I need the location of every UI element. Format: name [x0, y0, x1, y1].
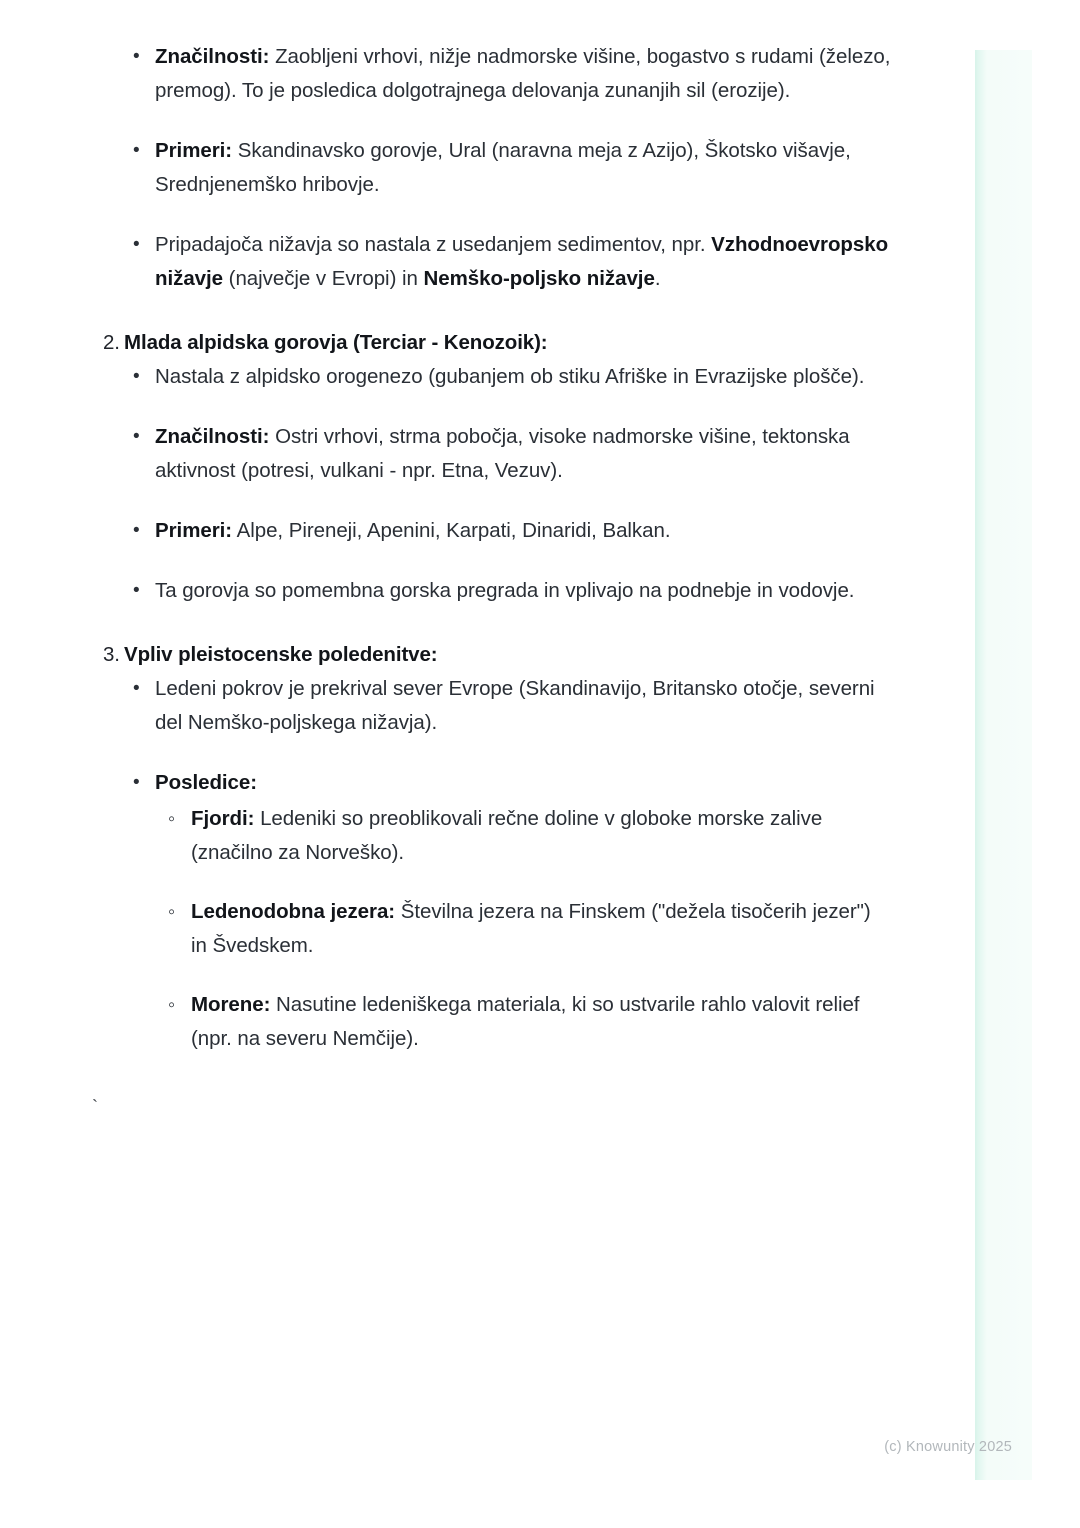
bullet-lead-label: Značilnosti: — [155, 45, 270, 68]
bullet-lead-label: Morene: — [191, 993, 271, 1016]
section-2 — [0, 326, 900, 608]
list-item — [0, 134, 900, 202]
sub-bullet-list — [155, 802, 900, 1056]
bullet-text: Ostri vrhovi, strma pobočja, visoke nadmorske višine, tektonska aktivnost (potresi, vulkani - npr. Etna, Vezuv). — [155, 425, 850, 482]
section-heading-text: Vpliv pleistocenske poledenitve: — [124, 643, 438, 666]
bullet-lead-label: Ledenodobna jezera: — [191, 900, 396, 923]
copyright-watermark: (c) Knowunity 2025 — [884, 1439, 1012, 1455]
bullet-lead-label: Primeri: — [155, 519, 233, 542]
section-number: 2. — [103, 331, 120, 354]
bullet-text: Številna jezera na Finskem ("dežela tisočerih jezer") in Švedskem. — [191, 900, 871, 957]
section-number: 3. — [103, 643, 120, 666]
list-item — [0, 514, 900, 548]
bullet-text: Nasutine ledeniškega materiala, ki so ustvarile rahlo valovit relief (npr. na severu Nemčije). — [191, 993, 860, 1050]
sub-list-item — [155, 988, 891, 1056]
section-heading — [0, 326, 900, 360]
bullet-text: Zaobljeni vrhovi, nižje nadmorske višine, bogastvo s rudami (železo, premog). To je posledica dolgotrajnega delovanja zunanjih sil (erozije). — [155, 45, 891, 102]
bullet-text: (največje v Evropi) in — [223, 267, 424, 290]
bullet-text: Ta gorovja so pomembna gorska pregrada in vplivajo na podnebje in vodovje. — [155, 579, 855, 602]
bullet-lead-label: Posledice: — [155, 771, 258, 794]
bullet-lead-label: Značilnosti: — [155, 425, 270, 448]
section-3 — [0, 638, 900, 1056]
list-item — [0, 420, 900, 488]
bullet-emphasis: Nemško-poljsko nižavje — [423, 267, 655, 290]
bullet-text: Skandinavsko gorovje, Ural (naravna meja z Azijo), Škotsko višavje, Srednjenemško hribovje. — [155, 139, 851, 196]
bullet-text: Ledeni pokrov je prekrival sever Evrope (Skandinavijo, Britansko otočje, severni del Nemško-poljskega nižavja). — [155, 677, 875, 734]
bullet-lead-label: Primeri: — [155, 139, 233, 162]
bullet-lead-label: Fjordi: — [191, 807, 255, 830]
bullet-list — [0, 672, 900, 1056]
list-item — [0, 40, 900, 108]
bullet-text: Ledeniki so preoblikovali rečne doline v globoke morske zalive (značilno za Norveško). — [191, 807, 823, 864]
bullet-list — [0, 360, 900, 608]
list-item — [0, 672, 900, 740]
bullet-list — [0, 40, 900, 296]
bullet-text: Pripadajoča nižavja so nastala z usedanjem sedimentov, npr. — [155, 233, 712, 256]
bullet-emphasis: Vzhodnoevropsko nižavje — [155, 233, 889, 290]
list-item — [0, 228, 900, 296]
section-heading — [0, 638, 900, 672]
decorative-side-band — [975, 50, 1032, 1480]
list-item — [0, 766, 900, 1056]
section-list — [0, 40, 900, 1056]
list-item — [0, 574, 900, 608]
list-item — [0, 360, 900, 394]
stray-grave-accent-mark: ` — [92, 1096, 98, 1116]
bullet-text: Nastala z alpidsko orogenezo (gubanjem ob stiku Afriške in Evrazijske plošče). — [155, 365, 865, 388]
section-heading-text: Mlada alpidska gorovja (Terciar - Kenozoik): — [124, 331, 548, 354]
sub-list-item — [155, 802, 891, 870]
section-intro — [0, 40, 900, 296]
bullet-text: Alpe, Pireneji, Apenini, Karpati, Dinaridi, Balkan. — [232, 519, 671, 542]
sub-list-item — [155, 895, 891, 963]
bullet-text: . — [654, 267, 661, 290]
